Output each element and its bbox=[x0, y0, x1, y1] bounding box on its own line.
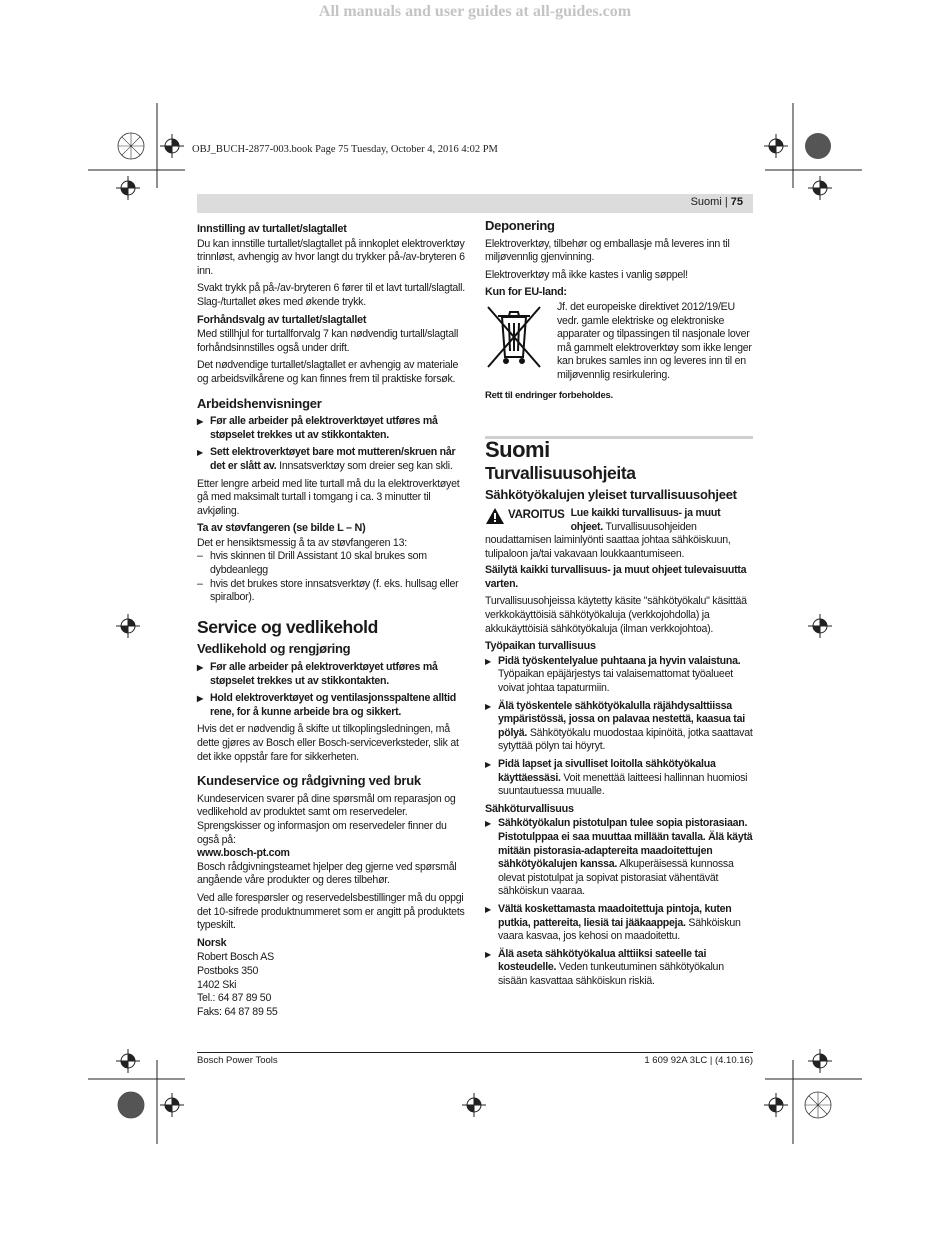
bullet-bold: Älä aseta sähkötyökalua alttiiksi sateelle tai kosteudelle. bbox=[498, 947, 707, 974]
dash-item: – hvis det brukes store innsatsverktøy (f. eks. hullsag eller spiralbor). bbox=[197, 578, 467, 605]
paragraph: Turvallisuusohjeissa käytetty käsite "sähkötyökalu" käsittää verkkokäyttöisiä sähkötyökaluja (verkkojohdolla) ja akkukäyttöisiä sähkötyökaluja (ilman verkkojohtoa). bbox=[485, 595, 747, 635]
bullet-text: Voit menettää laitteesi hallinnan huomiosi suuntautuessa muualle. bbox=[498, 771, 748, 798]
language-heading: Suomi bbox=[485, 437, 550, 463]
warning-text: Turvallisuusohjeiden noudattamisen laiminlyönti saattaa johtaa sähköiskuun, tulipaloon ja/tai vakavaan loukkaantumiseen. bbox=[485, 520, 731, 560]
footer-left: Bosch Power Tools bbox=[197, 1055, 278, 1066]
book-info: OBJ_BUCH-2877-003.book Page 75 Tuesday, October 4, 2016 4:02 PM bbox=[192, 144, 498, 155]
bullet-item bbox=[485, 655, 753, 696]
bullet-text: Innsatsverktøy som dreier seg kan skli. bbox=[276, 459, 453, 472]
heading-tyopaikka: Työpaikan turvallisuus bbox=[485, 640, 596, 653]
paragraph: Elektroverktøy, tilbehør og emballasje må leveres inn til miljøvennlig gjenvinning. bbox=[485, 237, 730, 264]
eu-text: Jf. det europeiske direktivet 2012/19/EU vedr. gamle elektriske og elektroniske apparater og tilpassingen til nasjonale lover må gammelt elektroverktøy som ikke lenger kan brukes samles inn og leveres inn til en miljøvennlig resirkulering. bbox=[557, 300, 752, 381]
heading-deponering: Deponering bbox=[485, 218, 555, 233]
bullet-bold: Sähkötyökalun pistotulpan tulee sopia pistorasiaan. Pistotulppaa ei saa muuttaa millään tavalla. Älä käytä mitään pistorasia-adaptereita maadoitettujen sähkötyökalujen kanssa. bbox=[498, 817, 753, 871]
bullet-text: Sähkötyökalu muodostaa kipinöitä, jotka saattavat sytyttää pölyn tai höyryt. bbox=[498, 726, 753, 753]
footer-rule bbox=[197, 1052, 753, 1053]
warning-word: VAROITUS bbox=[508, 509, 565, 522]
heading-norsk: Norsk bbox=[197, 936, 227, 949]
paragraph: Kundeservicen svarer på dine spørsmål om reparasjon og vedlikehold av produktet samt om reservedeler. Sprengskisser og informasjon om reservedeler finner du også på: bbox=[197, 792, 456, 846]
paragraph: Hvis det er nødvendig å skifte ut tilkoplingsledningen, må dette gjøres av Bosch eller Bosch-serviceverksteder, slik at det ikke oppstår fare for sikkerheten. bbox=[197, 723, 459, 763]
heading-turtall: Innstilling av turtallet/slagtallet bbox=[197, 223, 347, 235]
paragraph: Bosch rådgivningsteamet hjelper deg gjerne ved spørsmål angående våre produkter og deres tilbehør. bbox=[197, 860, 457, 887]
paragraph: Säilytä kaikki turvallisuus- ja muut ohjeet tulevaisuutta varten. bbox=[485, 564, 747, 590]
heading-eu: Kun for EU-land: bbox=[485, 286, 567, 299]
bullet-item bbox=[485, 903, 753, 944]
warning-bold: Lue kaikki turvallisuus- ja muut ohjeet. bbox=[570, 506, 721, 533]
crossed-bin-icon bbox=[485, 303, 543, 373]
right-column bbox=[485, 219, 753, 993]
heading-kundeservice: Kundeservice og rådgivning ved bruk bbox=[197, 773, 421, 789]
bullet-bold: Pidä lapset ja sivulliset loitolla sähkötyökalua käyttäessäsi. bbox=[498, 758, 716, 784]
heading-service: Service og vedlikehold bbox=[197, 616, 378, 637]
bullet-item: ▶ Før alle arbeider på elektroverktøyet utføres må støpselet trekkes ut av stikkontakten. bbox=[197, 661, 467, 688]
rights-reserved: Rett til endringer forbeholdes. bbox=[485, 389, 613, 401]
heading-turvallisuus: Turvallisuusohjeita bbox=[485, 462, 636, 483]
paragraph: Du kan innstille turtallet/slagtallet på innkoplet elektroverktøy trinnløst, avhengig av hvor langt du trykker på-/av-bryteren 6 inn. bbox=[197, 237, 465, 277]
bullet-text: Sähköiskun vaara kasvaa, jos kehosi on maadoitettu. bbox=[498, 916, 741, 943]
heading-stov: Ta av støvfangeren (se bilde L – N) bbox=[197, 522, 366, 535]
bullet-item bbox=[485, 758, 753, 799]
heading-forhand: Forhåndsvalg av turtallet/slagtallet bbox=[197, 313, 367, 326]
bullet-bold: Pidä työskentelyalue puhtaana ja hyvin valaistuna. bbox=[498, 654, 741, 667]
bullet-bold: Sett elektroverktøyet bare mot mutteren/skruen når det er slått av. bbox=[210, 446, 456, 472]
heading-vedlikehold: Vedlikehold og rengjøring bbox=[197, 641, 351, 657]
website-link[interactable]: www.bosch-pt.com bbox=[197, 847, 290, 860]
bullet-item: ▶ Hold elektroverktøyet og ventilasjonsspaltene alltid rene, for å kunne arbeide bra og sikkert. bbox=[197, 692, 467, 719]
bullet-item bbox=[485, 948, 753, 989]
dash-item: – hvis skinnen til Drill Assistant 10 skal brukes som dybdeanlegg bbox=[197, 550, 467, 577]
footer-right: 1 609 92A 3LC | (4.10.16) bbox=[644, 1055, 753, 1066]
left-column bbox=[197, 219, 467, 1019]
paragraph: Med stillhjul for turtallforvalg 7 kan nødvendig turtall/slagtall forhåndsinnstilles også under drift. bbox=[197, 328, 459, 354]
heading-arbeid: Arbeidshenvisninger bbox=[197, 395, 322, 411]
paragraph: Ved alle forespørsler og reservedelsbestillinger må du oppgi det 10-sifrede produktnummeret som er angitt på produktets typeskilt. bbox=[197, 891, 465, 932]
bullet-text: Veden tunkeutuminen sähkötyökalun sisään kasvattaa sähköiskun riskiä. bbox=[498, 961, 724, 987]
heading-sahkoturvallisuus: Sähköturvallisuus bbox=[485, 802, 574, 815]
bullet-item bbox=[485, 817, 753, 899]
address-line: Robert Bosch AS bbox=[197, 951, 274, 964]
heading-yleiset: Sähkötyökalujen yleiset turvallisuusohjeet bbox=[485, 487, 737, 503]
address-line: Faks: 64 87 89 55 bbox=[197, 1005, 278, 1018]
bullet-item bbox=[485, 700, 753, 754]
paragraph: Etter lengre arbeid med lite turtall må du la elektroverktøyet gå med maksimalt turtall i tomgang i ca. 3 minutter til avkjøling. bbox=[197, 477, 460, 517]
page-header bbox=[691, 196, 743, 208]
address-line: 1402 Ski bbox=[197, 978, 237, 991]
watermark: All manuals and user guides at all-guides.com bbox=[318, 3, 632, 20]
page-header-bar bbox=[197, 194, 753, 213]
paragraph: Svakt trykk på på-/av-bryteren 6 fører til et lavt turtall/slagtall. Slag-/turtallet økes med økende trykk. bbox=[197, 282, 465, 308]
bullet-text: Työpaikan epäjärjestys tai valaisemattomat työalueet voivat johtaa tapaturmiin. bbox=[498, 668, 733, 695]
bullet-item bbox=[197, 446, 467, 473]
address-line: Tel.: 64 87 89 50 bbox=[197, 992, 272, 1005]
paragraph: Det nødvendige turtallet/slagtallet er avhengig av materiale og arbeidsvilkårene og kan finnes frem til praktiske forsøk. bbox=[197, 359, 459, 385]
header-section: Suomi | bbox=[690, 196, 728, 208]
paragraph: Det er hensiktsmessig å ta av støvfangeren 13: bbox=[197, 536, 407, 549]
bullet-bold: Älä työskentele sähkötyökalulla räjähdysalttiissa ympäristössä, jossa on palavaa nestettä, kaasua tai pölyä. bbox=[498, 699, 745, 739]
warning-icon bbox=[485, 507, 505, 525]
paragraph: Elektroverktøy må ikke kastes i vanlig søppel! bbox=[485, 268, 688, 281]
address-line: Postboks 350 bbox=[197, 964, 259, 977]
bullet-item: ▶ Før alle arbeider på elektroverktøyet utføres må støpselet trekkes ut av stikkontakten. bbox=[197, 415, 467, 442]
page-number: 75 bbox=[730, 196, 743, 208]
bullet-text: Alkuperäisessä kunnossa olevat pistotulpat ja sopivat pistorasiat vähentävät sähköiskun vaaraa. bbox=[498, 858, 734, 898]
warning-badge bbox=[485, 507, 565, 525]
bullet-bold: Vältä koskettamasta maadoitettuja pintoja, kuten putkia, pattereita, liesiä tai jääkaappeja. bbox=[498, 902, 732, 929]
